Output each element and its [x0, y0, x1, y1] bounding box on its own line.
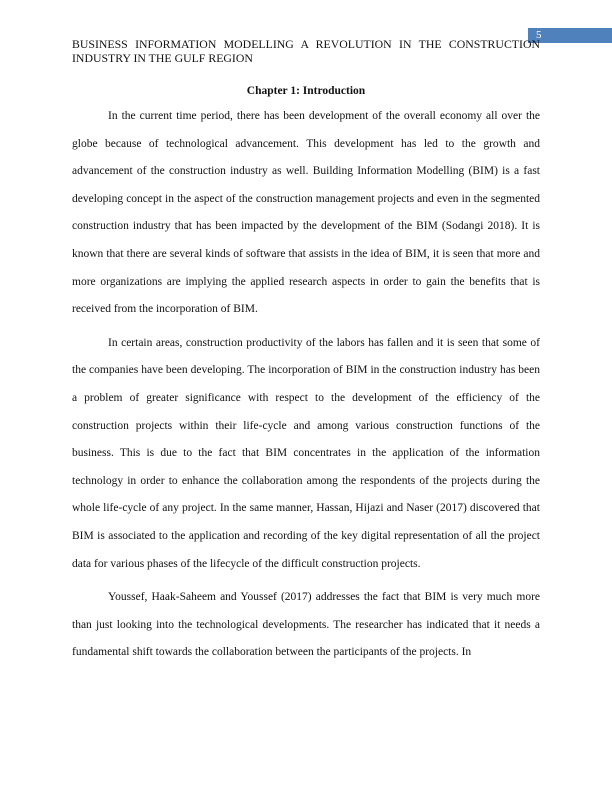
- running-head-line-2: INDUSTRY IN THE GULF REGION: [72, 51, 253, 65]
- paragraph-3: Youssef, Haak-Saheem and Youssef (2017) addresses the fact that BIM is very much more than just looking into the technological developments. The researcher has indicated that it needs a fundamental shift towards the collaboration between the participants of the projects. In: [72, 591, 540, 659]
- paragraph-1: In the current time period, there has been development of the overall economy all over the globe because of technological advancement. This development has led to the growth and advancement of the construction industry as well. Building Information Modelling (BIM) is a fast developing concept in the aspect of the construction management projects and even in the segmented construction industry that has been impacted by the development of the BIM (Sodangi 2018). It is known that there are several kinds of software that assists in the idea of BIM, it is seen that more and more organizations are implying the applied research aspects in order to gain the benefits that is received from the incorporation of BIM.: [72, 110, 540, 316]
- running-head: [72, 37, 540, 65]
- paragraph-2: In certain areas, construction productivity of the labors has fallen and it is seen that some of the companies have been developing. The incorporation of BIM in the construction industry has been a problem of greater significance with respect to the development of the efficiency of the construction projects within their life-cycle and among various construction functions of the business. This is due to the fact that BIM concentrates in the application of the information technology in order to enhance the collaboration among the respondents of the projects during the whole life-cycle of any project. In the same manner, Hassan, Hijazi and Naser (2017) discovered that BIM is associated to the application and recording of the key digital representation of all the project data for various phases of the lifecycle of the difficult construction projects.: [72, 336, 540, 570]
- page-number: 5: [536, 29, 542, 41]
- chapter-title: Chapter 1: Introduction: [246, 85, 366, 97]
- body-text: [72, 103, 540, 667]
- running-head-line-1: BUSINESS INFORMATION MODELLING A REVOLUTION IN THE CONSTRUCTION: [72, 37, 540, 51]
